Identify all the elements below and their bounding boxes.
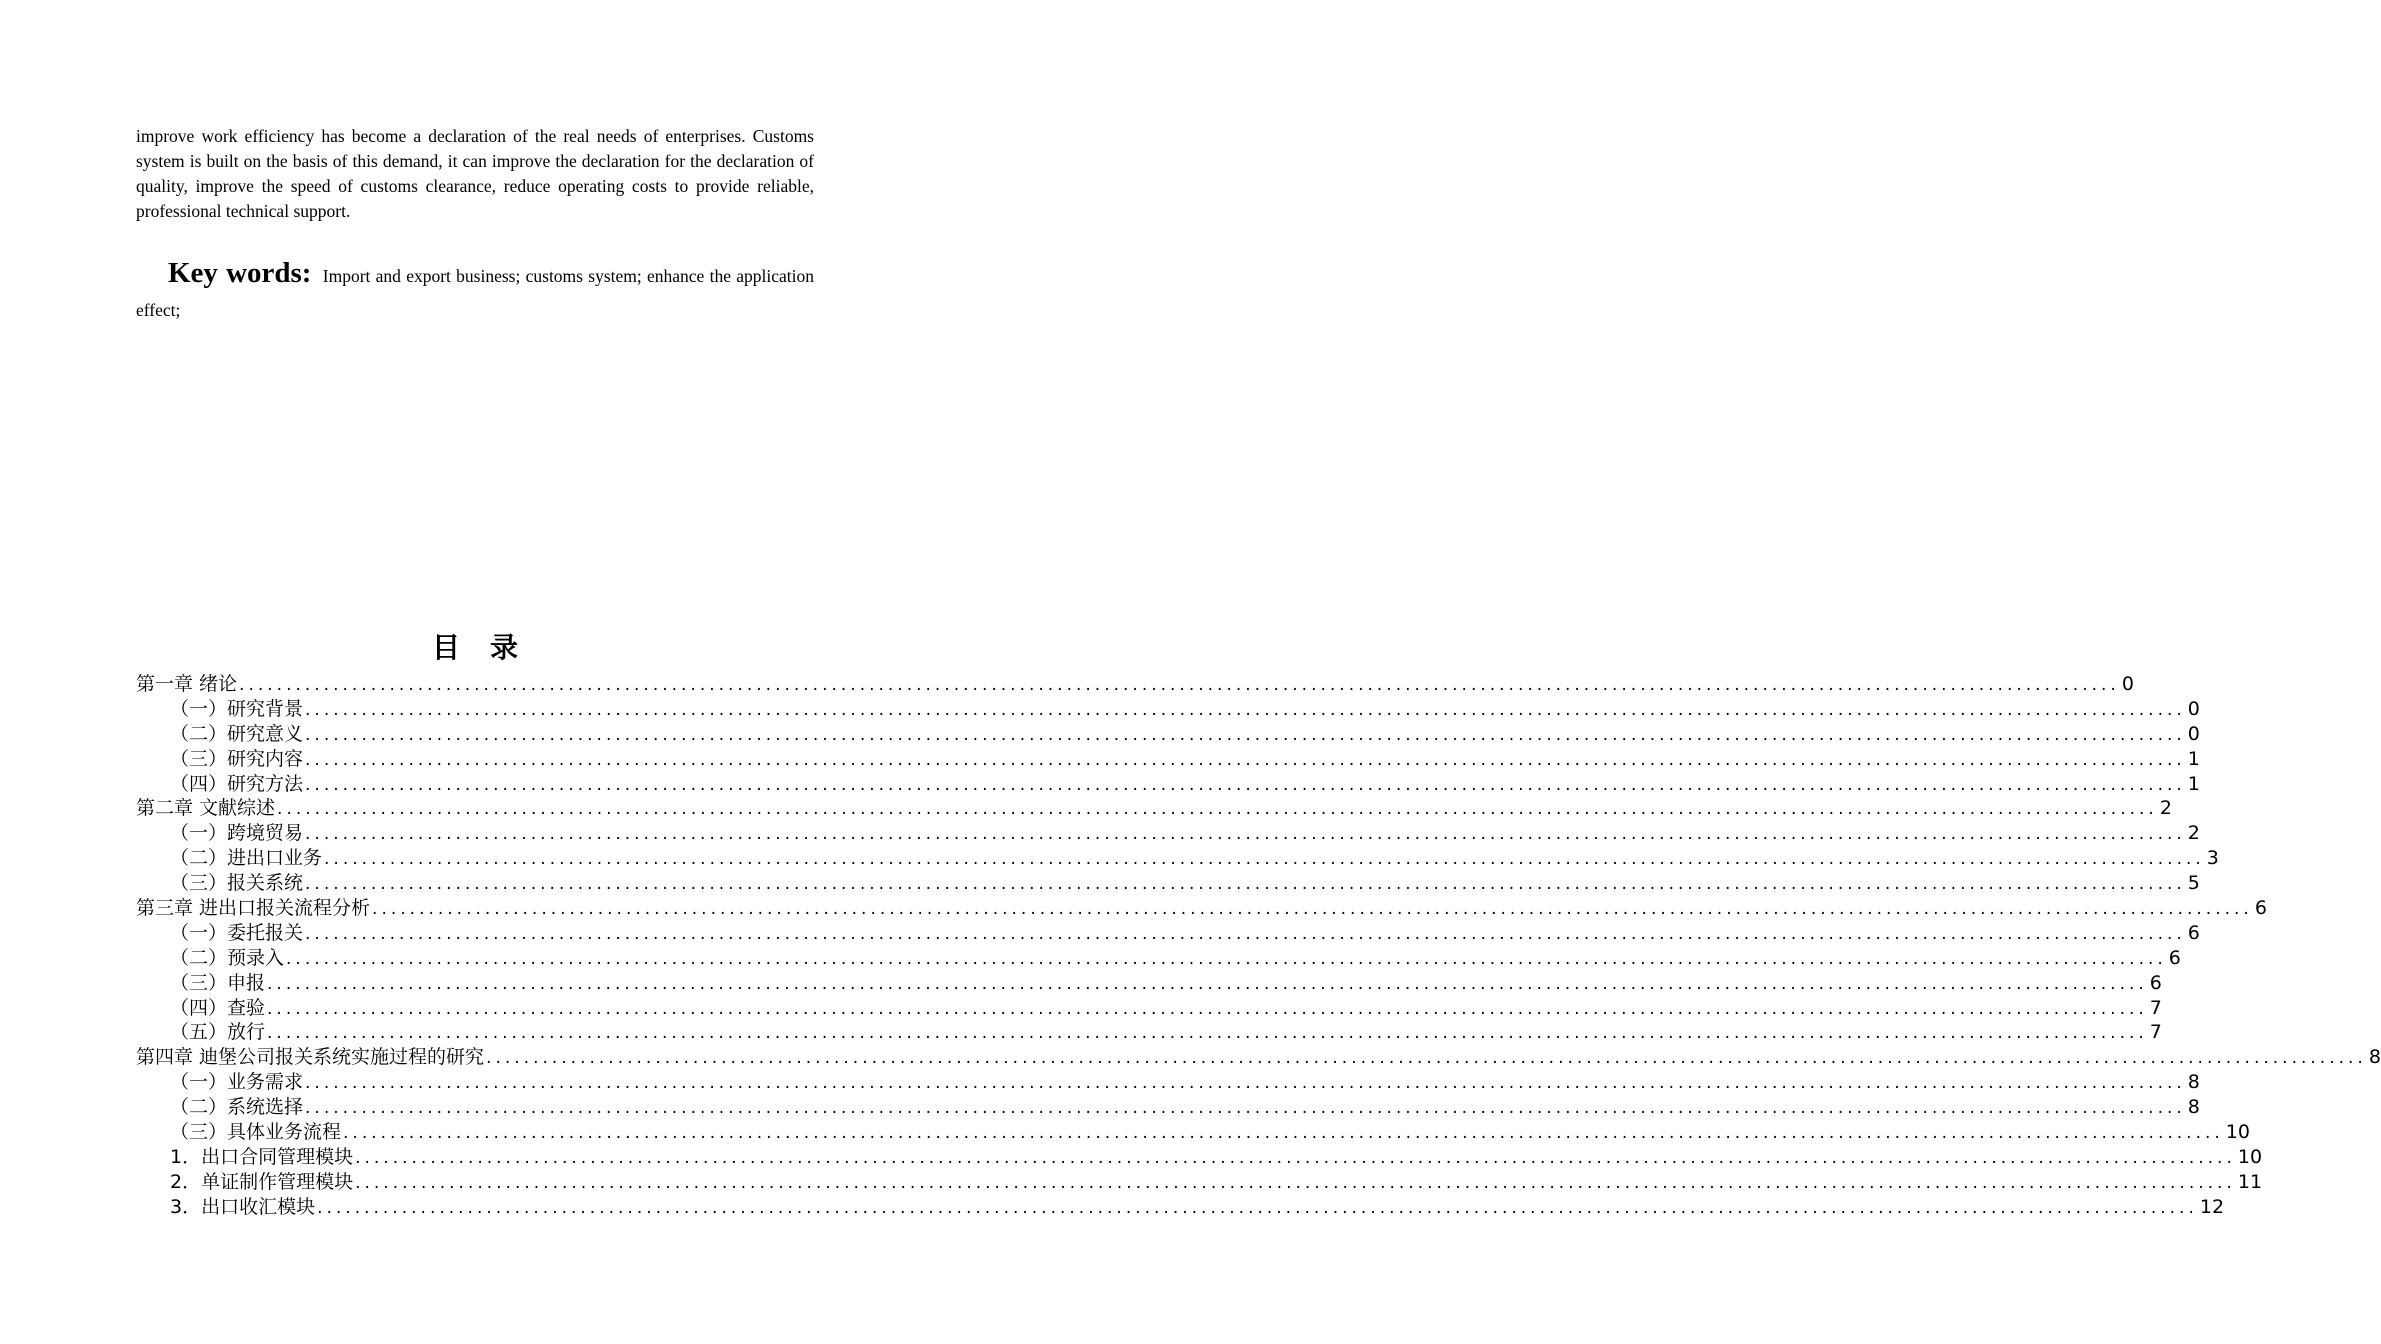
toc-entry-section[interactable] [136,946,2181,971]
toc-leader-dots: ........................................................................................................................................................................................................ [305,699,2186,720]
toc-entry-section[interactable] [136,821,2200,846]
toc-leader-dots: ........................................................................................................................................................................................................ [305,824,2186,845]
toc-leader-dots: ........................................................................................................................................................................................................ [324,849,2205,870]
toc-entry-text: 2．单证制作管理模块 [170,1170,354,1193]
toc-leader-dots: ........................................................................................................................................................................................................ [305,923,2186,944]
toc-entry-text: （四）查验 [170,996,266,1019]
toc-leader-dots: ........................................................................................................................................................................................................ [355,1172,2236,1193]
toc-leader-dots: ........................................................................................................................................................................................................ [239,675,2120,695]
toc-entry-page: 8 [2368,1046,2381,1069]
toc-entry-section[interactable] [136,921,2200,946]
toc-entry-page: 2 [2187,822,2200,845]
toc-entry-page: 5 [2187,872,2200,895]
toc-leader-dots: ........................................................................................................................................................................................................ [267,1023,2148,1044]
toc-leader-dots: ........................................................................................................................................................................................................ [305,874,2186,895]
toc-entry-page: 7 [2149,1021,2162,1044]
toc-entry-section[interactable] [136,747,2200,772]
toc-entry-page: 6 [2149,971,2162,994]
toc-entry-page: 6 [2168,946,2181,969]
toc-entry-page: 0 [2187,697,2200,720]
toc-leader-dots: ........................................................................................................................................................................................................ [277,799,2158,820]
toc-entry-text: 第三章 进出口报关流程分析 [136,897,371,920]
toc-entry-section[interactable] [136,846,2219,871]
toc-entry-section[interactable] [136,996,2162,1021]
toc-entry-text: （二）研究意义 [170,722,304,745]
toc-entry-chapter-1[interactable] [136,672,2134,697]
toc-entry-text: （一）跨境贸易 [170,822,304,845]
toc-entry-text: 1．出口合同管理模块 [170,1145,354,1168]
keywords-paragraph [136,256,814,327]
toc-leader-dots: ........................................................................................................................................................................................................ [267,973,2148,994]
toc-entry-section[interactable] [136,697,2200,722]
toc-leader-dots: ........................................................................................................................................................................................................ [305,1073,2186,1094]
toc-title: 目录 [431,631,548,664]
abstract-paragraph: improve work efficiency has become a declaration of the real needs of enterprises. Customs system is built on the basis of this demand, it can improve the declaration for the declaration of quality, improve the speed of customs clearance, reduce operating costs to provide reliable, professional technical support. [136,126,814,221]
toc-leader-dots: ........................................................................................................................................................................................................ [286,948,2167,969]
toc-entry-text: （三）具体业务流程 [170,1121,342,1144]
toc-entry-subsection[interactable] [136,1170,2263,1195]
toc-entry-section[interactable] [136,871,2200,896]
toc-entry-page: 3 [2206,847,2219,870]
toc-entry-text: 第四章 迪堡公司报关系统实施过程的研究 [136,1046,485,1069]
toc-entry-text: （一）委托报关 [170,921,304,944]
toc-entry-section[interactable] [136,1070,2200,1095]
toc-entry-text: （三）报关系统 [170,872,304,895]
keywords-label: Key words: [168,257,312,289]
toc-leader-dots: ........................................................................................................................................................................................................ [305,749,2186,770]
toc-leader-dots: ........................................................................................................................................................................................................ [343,1123,2224,1144]
toc-entry-page: 6 [2187,921,2200,944]
toc-entry-text: （二）进出口业务 [170,847,323,870]
toc-entry-text: （五）放行 [170,1021,266,1044]
toc-leader-dots: ........................................................................................................................................................................................................ [305,724,2186,745]
table-of-contents [136,672,2381,1220]
toc-entry-chapter-4[interactable] [136,1045,2381,1070]
toc-leader-dots: ........................................................................................................................................................................................................ [267,998,2148,1019]
toc-entry-page: 10 [2237,1145,2263,1168]
toc-entry-section[interactable] [136,971,2162,996]
toc-entry-page: 0 [2121,673,2134,695]
toc-entry-text: （三）研究内容 [170,747,304,770]
toc-leader-dots: ........................................................................................................................................................................................................ [355,1147,2236,1168]
toc-entry-page: 6 [2254,897,2267,920]
toc-leader-dots: ........................................................................................................................................................................................................ [305,774,2186,795]
toc-entry-page: 8 [2187,1071,2200,1094]
toc-entry-subsection[interactable] [136,1145,2263,1170]
toc-leader-dots: ........................................................................................................................................................................................................ [317,1197,2198,1218]
toc-entry-text: （一）研究背景 [170,697,304,720]
toc-entry-page: 8 [2187,1096,2200,1119]
toc-entry-page: 7 [2149,996,2162,1019]
toc-entry-chapter-3[interactable] [136,896,2267,921]
toc-entry-page: 1 [2187,772,2200,795]
keywords-text: Import and export business; customs system; enhance the application effect; [136,266,814,320]
toc-entry-page: 1 [2187,747,2200,770]
toc-entry-text: （二）预录入 [170,946,285,969]
toc-entry-text: （一）业务需求 [170,1071,304,1094]
toc-entry-page: 2 [2159,797,2172,820]
toc-entry-section[interactable] [136,1095,2200,1120]
toc-entry-page: 0 [2187,722,2200,745]
toc-entry-page: 11 [2237,1170,2263,1193]
toc-entry-text: （四）研究方法 [170,772,304,795]
toc-entry-text: （二）系统选择 [170,1096,304,1119]
toc-entry-page: 10 [2225,1121,2250,1144]
toc-leader-dots: ........................................................................................................................................................................................................ [305,1098,2186,1119]
toc-entry-chapter-2[interactable] [136,796,2172,821]
toc-entry-text: 第一章 绪论 [136,673,238,695]
toc-entry-section[interactable] [136,772,2200,797]
toc-entry-text: 第二章 文献综述 [136,797,276,820]
toc-entry-page: 12 [2199,1195,2225,1218]
toc-entry-subsection[interactable] [136,1195,2225,1220]
toc-entry-section[interactable] [136,1120,2250,1145]
toc-entry-section[interactable] [136,722,2200,747]
toc-entry-text: 3．出口收汇模块 [170,1195,316,1218]
toc-leader-dots: ........................................................................................................................................................................................................ [372,899,2253,920]
toc-leader-dots: ........................................................................................................................................................................................................ [486,1048,2367,1069]
toc-entry-text: （三）申报 [170,971,266,994]
toc-entry-section[interactable] [136,1020,2162,1045]
